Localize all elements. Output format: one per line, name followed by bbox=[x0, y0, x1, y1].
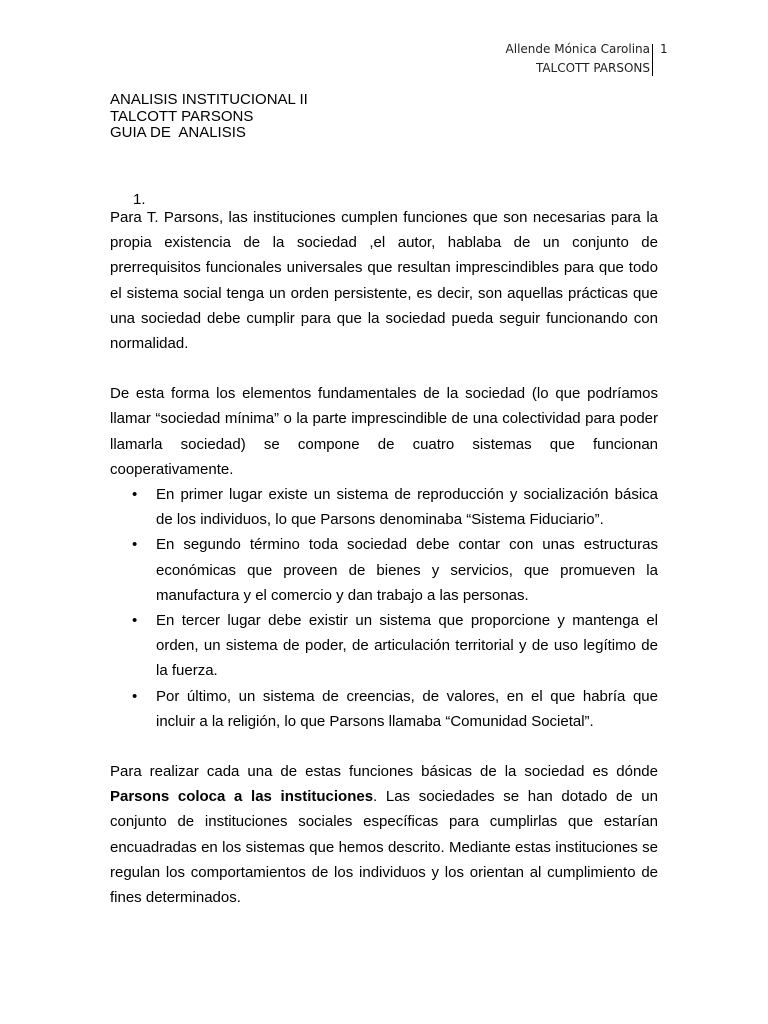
paragraph-3-lead: Para realizar cada una de estas funciones básicas de la sociedad es dónde bbox=[110, 763, 658, 781]
document-body bbox=[110, 205, 658, 910]
bullet-item bbox=[110, 684, 658, 734]
page-number: 1 bbox=[660, 42, 668, 56]
bullet-icon: • bbox=[132, 486, 138, 504]
bullet-text: En tercer lugar debe existir un sistema que proporcione y mantenga el orden, un sistema de poder, de articulación territorial y de uso legítimo de la fuerza. bbox=[156, 612, 658, 680]
paragraph-3-emphasis: Parsons coloca a las instituciones bbox=[110, 788, 374, 806]
bullet-list bbox=[110, 482, 658, 734]
bullet-text: Por último, un sistema de creencias, de valores, en el que habría que incluir a la religión, lo que Parsons llamaba “Comunidad Societal”. bbox=[156, 687, 658, 730]
bullet-text: En segundo término toda sociedad debe contar con unas estructuras económicas que proveen de bienes y servicios, que promueven la manufactura y el comercio y dan trabajo a las personas. bbox=[156, 536, 658, 604]
title-line-course: ANALISIS INSTITUCIONAL II bbox=[110, 91, 308, 108]
bullet-item bbox=[110, 532, 658, 608]
paragraph-3-rest: . Las sociedades se han dotado de un conjunto de instituciones sociales específicas para cumplirlas que estarían encuadradas en los sistemas que hemos descrito. Mediante estas instituciones se regulan los comportamientos de los individuos y los orientan al cumplimiento de fines determinados. bbox=[110, 788, 658, 907]
title-line-guide: GUIA DE ANALISIS bbox=[110, 124, 246, 141]
numbered-list-marker: 1. bbox=[133, 191, 146, 208]
page-header bbox=[420, 40, 650, 78]
header-divider bbox=[652, 44, 653, 76]
paragraph-2: De esta forma los elementos fundamentales de la sociedad (lo que podríamos llamar “sociedad mínima” o la parte imprescindible de una colectividad para poder llamarla sociedad) se compone de cuatro sistemas que funcionan cooperativamente. bbox=[110, 385, 658, 478]
paragraph-3 bbox=[110, 759, 658, 910]
bullet-item bbox=[110, 482, 658, 532]
bullet-item bbox=[110, 608, 658, 684]
header-subject: TALCOTT PARSONS bbox=[535, 61, 650, 75]
document-title-block bbox=[110, 92, 658, 142]
header-author: Allende Mónica Carolina bbox=[505, 42, 650, 56]
bullet-icon: • bbox=[132, 536, 138, 554]
paragraph-1: Para T. Parsons, las instituciones cumplen funciones que son necesarias para la propia existencia de la sociedad ,el autor, hablaba de un conjunto de prerrequisitos funcionales universales que resultan imprescindibles para que todo el sistema social tenga un orden persistente, es decir, son aquellas prácticas que una sociedad debe cumplir para que la sociedad pueda seguir funcionando con normalidad. bbox=[110, 209, 658, 353]
bullet-icon: • bbox=[132, 687, 138, 705]
bullet-text: En primer lugar existe un sistema de reproducción y socialización básica de los individuos, lo que Parsons denominaba “Sistema Fiduciario”. bbox=[156, 486, 658, 529]
bullet-icon: • bbox=[132, 612, 138, 630]
title-line-author-topic: TALCOTT PARSONS bbox=[110, 107, 254, 125]
